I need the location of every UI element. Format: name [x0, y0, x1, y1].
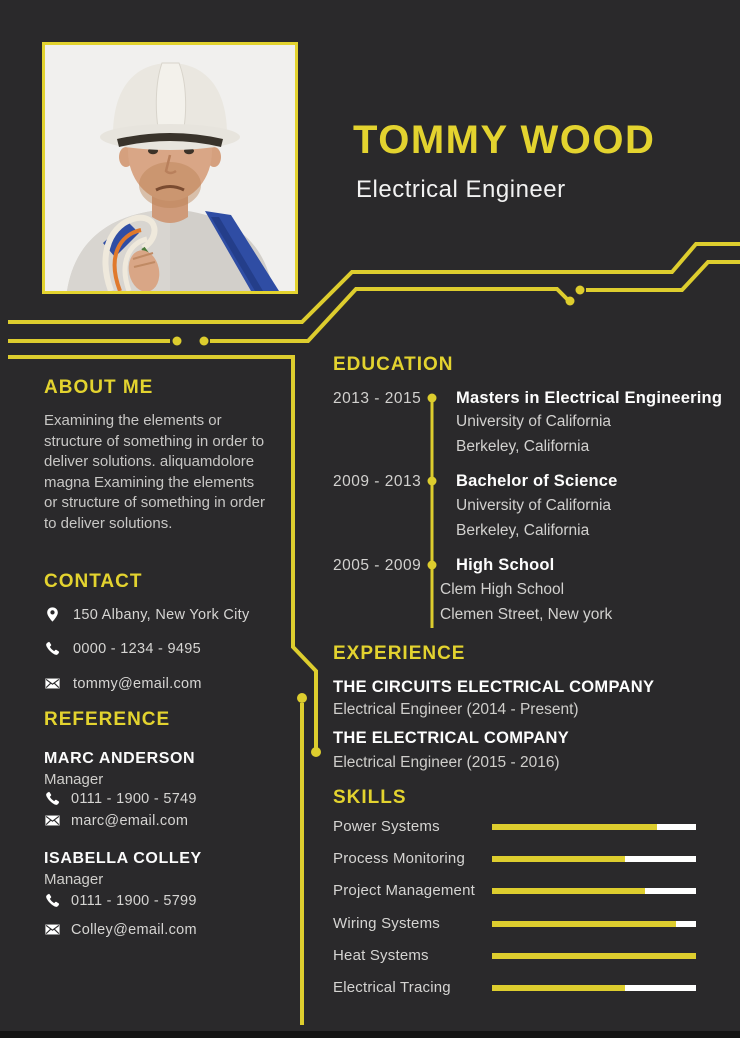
education-period: 2009 - 2013: [333, 473, 422, 490]
reference-phone-row: [44, 892, 197, 909]
person-name: TOMMY WOOD: [353, 118, 656, 162]
education-degree: Masters in Electrical Engineering: [456, 389, 723, 407]
phone-icon: [44, 892, 61, 909]
education-degree: High School: [456, 556, 555, 574]
envelope-icon: [44, 812, 61, 829]
experience-role: Electrical Engineer (2015 - 2016): [333, 754, 560, 771]
reference-email-row: [44, 812, 188, 829]
contact-address-row: [44, 606, 250, 623]
skill-bar-fill: [492, 921, 676, 927]
reference-email-row: [44, 921, 197, 938]
experience-company: THE CIRCUITS ELECTRICAL COMPANY: [333, 678, 655, 696]
education-period: 2005 - 2009: [333, 557, 422, 574]
education-school: Clem High School: [440, 581, 565, 598]
education-location: Berkeley, California: [456, 438, 590, 455]
education-period: 2013 - 2015: [333, 390, 422, 407]
reference-name: ISABELLA COLLEY: [44, 850, 202, 867]
location-pin-icon: [44, 606, 61, 623]
reference-phone: 0111 - 1900 - 5799: [71, 892, 197, 909]
skill-label: Process Monitoring: [333, 850, 465, 867]
education-location: Berkeley, California: [456, 522, 590, 539]
education-location: Clemen Street, New york: [440, 606, 613, 623]
skill-bar-fill: [492, 856, 625, 862]
portrait-photo: [42, 42, 298, 294]
education-school: University of California: [456, 497, 612, 514]
skill-label: Heat Systems: [333, 947, 429, 964]
skill-bar: [492, 888, 696, 894]
about-text: Examining the elements or structure of something in order to deliver solutions. aliquamdolore magna Examining the elements or structure of something in order to deliver solutions.: [44, 412, 265, 532]
skill-label: Project Management: [333, 882, 476, 899]
engineer-portrait-illustration: [45, 45, 295, 291]
contact-phone: 0000 - 1234 - 9495: [73, 640, 201, 657]
contact-email: tommy@email.com: [73, 675, 202, 692]
reference-name: MARC ANDERSON: [44, 750, 196, 767]
contact-phone-row: [44, 640, 201, 657]
phone-icon: [44, 790, 61, 807]
experience-role: Electrical Engineer (2014 - Present): [333, 701, 579, 718]
skill-bar-fill: [492, 888, 645, 894]
reference-role: Manager: [44, 871, 104, 888]
reference-heading: REFERENCE: [44, 709, 171, 730]
skill-bar: [492, 921, 696, 927]
skill-bar: [492, 824, 696, 830]
job-title: Electrical Engineer: [356, 176, 566, 203]
reference-phone: 0111 - 1900 - 5749: [71, 790, 197, 807]
education-heading: EDUCATION: [333, 354, 454, 375]
envelope-icon: [44, 921, 61, 938]
phone-icon: [44, 640, 61, 657]
skill-label: Wiring Systems: [333, 915, 440, 932]
contact-email-row: [44, 675, 202, 692]
skill-label: Power Systems: [333, 818, 440, 835]
experience-company: THE ELECTRICAL COMPANY: [333, 729, 570, 747]
skill-label: Electrical Tracing: [333, 979, 451, 996]
contact-heading: CONTACT: [44, 571, 143, 592]
page-bottom-edge: [0, 1031, 740, 1038]
skill-bar: [492, 856, 696, 862]
reference-role: Manager: [44, 771, 104, 788]
education-school: University of California: [456, 413, 612, 430]
reference-phone-row: [44, 790, 197, 807]
skills-heading: SKILLS: [333, 787, 407, 808]
reference-email: marc@email.com: [71, 812, 189, 829]
skill-bar-fill: [492, 824, 657, 830]
reference-email: Colley@email.com: [71, 921, 197, 938]
education-degree: Bachelor of Science: [456, 472, 618, 490]
envelope-icon: [44, 675, 61, 692]
skill-bar: [492, 985, 696, 991]
experience-heading: EXPERIENCE: [333, 643, 466, 664]
contact-address: 150 Albany, New York City: [73, 606, 250, 623]
skill-bar-fill: [492, 953, 696, 959]
about-heading: ABOUT ME: [44, 377, 154, 398]
skill-bar: [492, 953, 696, 959]
skill-bar-fill: [492, 985, 625, 991]
